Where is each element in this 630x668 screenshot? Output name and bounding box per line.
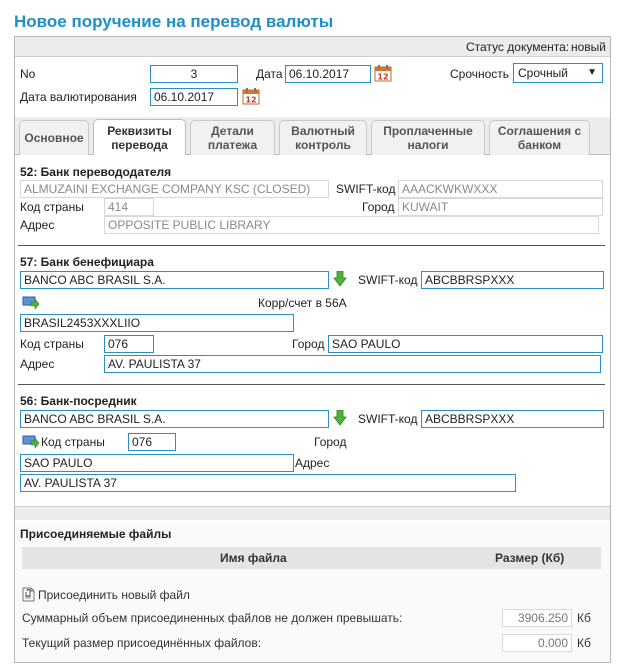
tab-label: Валютный xyxy=(291,124,355,138)
beneficiary-address[interactable]: AV. PAULISTA 37 xyxy=(104,355,601,373)
section-divider xyxy=(18,384,605,385)
files-limit-label: Суммарный объем присоединенных файлов не должен превышать: xyxy=(22,611,403,625)
intermediary-bank-name[interactable]: BANCO ABC BRASIL S.A. xyxy=(20,410,329,428)
urgency-label: Срочность xyxy=(450,67,510,81)
tab-label: платежа xyxy=(207,138,258,152)
attach-file-link[interactable]: Присоединить новый файл xyxy=(38,588,190,602)
tab-label: Соглашения с xyxy=(497,124,582,138)
tab-label: Реквизиты xyxy=(107,123,172,138)
lookup-arrow-icon[interactable] xyxy=(22,296,40,310)
files-table-header xyxy=(22,547,601,569)
status-value: новый xyxy=(571,40,607,54)
svg-text:12: 12 xyxy=(245,95,257,105)
sender-swift: AAACKWKWXXX xyxy=(398,180,603,198)
tab-label: Детали xyxy=(211,124,254,138)
sender-country: 414 xyxy=(104,198,154,216)
intermediary-swift[interactable]: ABCBBRSPXXX xyxy=(421,410,604,428)
sender-swift-label: SWIFT-код xyxy=(336,182,396,196)
tab-transfer-details[interactable] xyxy=(93,119,186,155)
sender-country-label: Код страны xyxy=(20,200,84,214)
urgency-value: Срочный xyxy=(518,66,568,80)
section-divider xyxy=(18,245,605,246)
beneficiary-country-label: Код страны xyxy=(20,337,84,351)
intermediary-address-label: Адрес xyxy=(295,456,330,470)
intermediary-country[interactable]: 076 xyxy=(128,433,176,451)
beneficiary-swift[interactable]: ABCBBRSPXXX xyxy=(421,271,604,289)
col-file-size: Размер (Кб) xyxy=(495,551,565,565)
tab-label: Основное xyxy=(24,131,84,145)
tab-label: налоги xyxy=(407,138,449,152)
tab-bank-agreements[interactable] xyxy=(489,120,590,155)
files-limit-value: 3906.250 xyxy=(502,609,572,627)
green-arrow-down-icon[interactable] xyxy=(333,410,347,426)
corr-account-input[interactable]: BRASIL2453XXXLIIO xyxy=(20,314,294,332)
lookup-arrow-icon[interactable] xyxy=(22,435,40,449)
tab-main[interactable] xyxy=(19,120,89,155)
status-label: Статус документа: xyxy=(466,40,570,54)
intermediary-country-label: Код страны xyxy=(41,435,105,449)
sender-city-label: Город xyxy=(362,200,395,214)
calendar-icon[interactable] xyxy=(242,88,260,105)
attach-file-icon[interactable] xyxy=(21,587,36,602)
files-limit-unit: Кб xyxy=(577,611,591,625)
intermediary-city-label: Город xyxy=(314,435,347,449)
calendar-icon[interactable] xyxy=(374,65,392,82)
svg-text:12: 12 xyxy=(377,72,389,82)
intermediary-bank-title: 56: Банк-посредник xyxy=(20,394,137,408)
beneficiary-country[interactable]: 076 xyxy=(104,335,154,353)
tab-label: Проплаченные xyxy=(383,124,473,138)
urgency-select[interactable] xyxy=(513,63,603,83)
files-title: Присоединяемые файлы xyxy=(20,527,172,541)
files-current-label: Текущий размер присоединённых файлов: xyxy=(22,636,262,650)
tab-label: контроль xyxy=(295,138,351,152)
no-input[interactable]: 3 xyxy=(150,65,238,83)
intermediary-swift-label: SWIFT-код xyxy=(358,412,418,426)
tab-label: перевода xyxy=(111,137,168,152)
intermediary-city[interactable]: SAO PAULO xyxy=(20,454,294,472)
tab-paid-taxes[interactable] xyxy=(371,120,485,155)
tab-payment-details[interactable] xyxy=(190,120,275,155)
beneficiary-city[interactable]: SAO PAULO xyxy=(328,335,603,353)
beneficiary-swift-label: SWIFT-код xyxy=(358,273,418,287)
date-label: Дата xyxy=(256,67,283,81)
sender-address: OPPOSITE PUBLIC LIBRARY xyxy=(104,216,599,234)
files-current-value: 0.000 xyxy=(502,634,572,652)
value-date-input[interactable]: 06.10.2017 xyxy=(150,88,238,106)
page-title: Новое поручение на перевод валюты xyxy=(14,12,334,31)
date-input[interactable]: 06.10.2017 xyxy=(285,65,371,83)
intermediary-address[interactable]: AV. PAULISTA 37 xyxy=(20,474,516,492)
beneficiary-bank-title: 57: Банк бенефициара xyxy=(20,255,154,269)
files-current-unit: Кб xyxy=(577,636,591,650)
tab-currency-control[interactable] xyxy=(279,120,367,155)
col-file-name: Имя файла xyxy=(220,551,287,565)
sender-bank-name: ALMUZAINI EXCHANGE COMPANY KSC (CLOSED) xyxy=(20,180,329,198)
beneficiary-address-label: Адрес xyxy=(20,357,55,371)
no-label: No xyxy=(20,67,36,81)
beneficiary-city-label: Город xyxy=(292,337,325,351)
dropdown-arrow-icon: ▼ xyxy=(587,67,597,78)
sender-bank-title: 52: Банк перевододателя xyxy=(20,165,172,179)
value-date-label: Дата валютирования xyxy=(20,90,137,104)
beneficiary-bank-name[interactable]: BANCO ABC BRASIL S.A. xyxy=(20,271,329,289)
section-band xyxy=(15,506,610,520)
green-arrow-down-icon[interactable] xyxy=(333,271,347,287)
sender-city: KUWAIT xyxy=(398,198,603,216)
corr-account-label: Корр/счет в 56A xyxy=(258,296,347,310)
sender-address-label: Адрес xyxy=(20,218,55,232)
tab-label: банком xyxy=(517,138,562,152)
